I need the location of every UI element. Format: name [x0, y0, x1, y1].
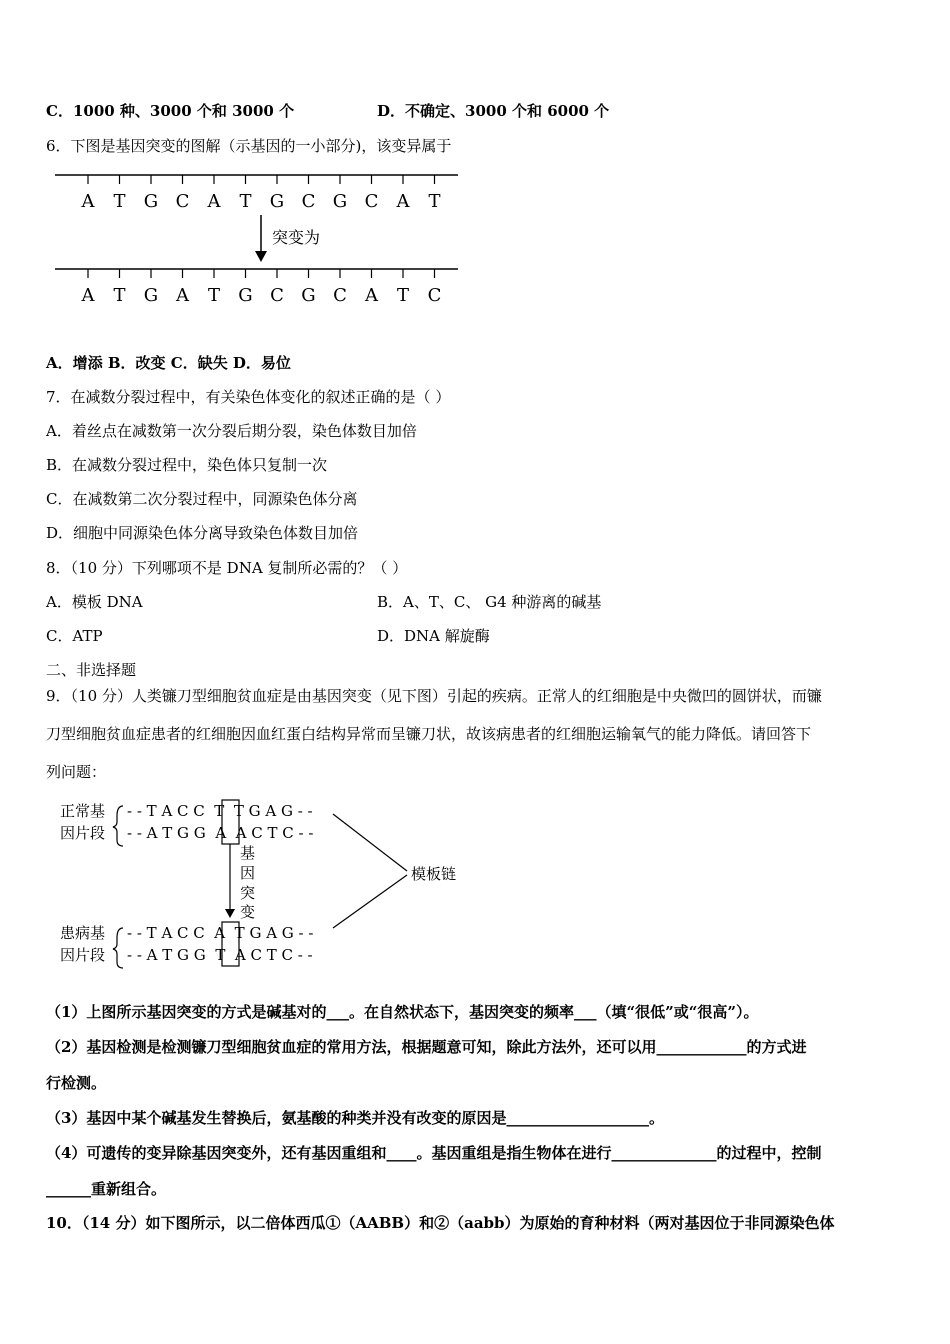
q6-bottom-base: C [270, 285, 284, 306]
q5-option-c: C．1000 种、3000 个和 3000 个 [46, 102, 295, 120]
q6-top-base: C [364, 191, 379, 212]
normal-gene-label-2: 因片段 [60, 824, 106, 842]
q6-arrow-label: 突变为 [272, 228, 321, 247]
q5-option-d: D．不确定、3000 个和 6000 个 [377, 102, 610, 120]
q7-option-a: A．着丝点在减数第一次分裂后期分裂，染色体数目加倍 [46, 422, 417, 440]
q6-top-base: A [81, 191, 95, 212]
patient-top-strand: - - T A C C A T G A G - - [127, 924, 314, 942]
q9-arrow-label-1: 基 [240, 844, 256, 862]
template-pointer-upper [333, 814, 407, 871]
q8-option-a: A．模板 DNA [46, 593, 143, 611]
q6-bottom-base: C [427, 285, 442, 306]
q6-mutation-figure [50, 165, 470, 315]
normal-bottom-strand: - - A T G G A A C T C - - [127, 824, 314, 842]
q6-top-base: G [269, 191, 285, 212]
patient-brace [113, 928, 123, 968]
q9-part2-line1: （2）基因检测是检测镰刀型细胞贫血症的常用方法，根据题意可知，除此方法外，还可以用____________的方式进 [46, 1038, 807, 1056]
q6-bottom-base: C [333, 285, 347, 306]
q8-option-c: C．ATP [46, 627, 103, 645]
q6-top-base: T [113, 191, 126, 212]
q6-bottom-base: G [238, 285, 253, 306]
q9-sickle-cell-figure [55, 796, 475, 971]
q9-stem-line3: 列问题： [46, 763, 107, 781]
q7-option-d: D．细胞中同源染色体分离导致染色体数目加倍 [46, 524, 359, 542]
q6-stem: 6．下图是基因突变的图解（示基因的一小部分)，该变异属于 [46, 137, 452, 155]
normal-brace [113, 806, 123, 846]
patient-gene-label-1: 患病基 [60, 924, 106, 942]
q7-option-b: B．在减数分裂过程中，染色体只复制一次 [46, 456, 328, 474]
patient-gene-label-2: 因片段 [60, 946, 106, 964]
q6-bottom-base: A [81, 285, 95, 306]
q6-top-base: A [396, 191, 410, 212]
q7-stem: 7．在减数分裂过程中，有关染色体变化的叙述正确的是（ ） [46, 388, 451, 406]
q6-top-base: C [175, 191, 190, 212]
q6-arrow-head [255, 251, 267, 262]
q9-arrow-label-2: 因 [240, 864, 256, 882]
q6-bottom-base: T [113, 285, 126, 306]
q9-part2-line2: 行检测。 [46, 1074, 107, 1092]
q6-top-base: G [143, 191, 159, 212]
template-pointer-lower [333, 875, 407, 928]
q8-option-b: B．A、T、C、 G4 种游离的碱基 [377, 593, 602, 611]
q6-top-base: A [207, 191, 221, 212]
q8-option-d: D．DNA 解旋酶 [377, 627, 490, 645]
q6-bottom-base: A [176, 285, 189, 306]
q6-top-base: G [332, 191, 348, 212]
section-title: 二、非选择题 [46, 661, 137, 679]
q6-bottom-base: A [365, 285, 378, 306]
q9-stem-line2: 刀型细胞贫血症患者的红细胞因血红蛋白结构异常而呈镰刀状，故该病患者的红细胞运输氧气的能力降低。请回答下 [46, 725, 812, 743]
q6-bottom-base: T [396, 285, 410, 306]
q6-bottom-base: G [143, 285, 159, 306]
q9-part3: （3）基因中某个碱基发生替换后，氨基酸的种类并没有改变的原因是___________________。 [46, 1109, 664, 1127]
q10-stem: 10．（14 分）如下图所示，以二倍体西瓜①（AABB）和②（aabb）为原始的育种材料（两对基因位于非同源染色体 [46, 1214, 835, 1232]
q6-bottom-base: G [301, 285, 316, 306]
q6-options: A．增添 B．改变 C．缺失 D．易位 [46, 354, 291, 372]
normal-gene-label-1: 正常基 [60, 802, 106, 820]
q6-top-base: T [428, 191, 441, 212]
q9-stem-line1: 9．（10 分）人类镰刀型细胞贫血症是由基因突变（见下图）引起的疾病。正常人的红细胞是中央微凹的圆饼状，而镰 [46, 687, 822, 705]
q9-arrow-label-4: 变 [240, 903, 256, 921]
q9-arrow-head [225, 909, 235, 918]
q7-option-c: C．在减数第二次分裂过程中，同源染色体分离 [46, 490, 358, 508]
normal-top-strand: - - T A C C T T G A G - - [127, 802, 313, 820]
q6-top-base: T [239, 191, 252, 212]
q8-stem: 8．（10 分）下列哪项不是 DNA 复制所必需的？（ ） [46, 559, 408, 577]
template-strand-label: 模板链 [411, 865, 457, 883]
patient-bottom-strand: - - A T G G T A C T C - - [127, 946, 313, 964]
q6-bottom-base: T [207, 285, 221, 306]
q6-top-base: C [301, 191, 316, 212]
q9-arrow-label-3: 突 [240, 884, 256, 902]
q9-part4-line1: （4）可遗传的变异除基因突变外，还有基因重组和____。基因重组是指生物体在进行______________的过程中，控制 [46, 1144, 822, 1162]
q9-part4-line2: ______重新组合。 [46, 1180, 167, 1198]
q9-part1: （1）上图所示基因突变的方式是碱基对的___。在自然状态下，基因突变的频率___（填“很低”或“很高”）。 [46, 1003, 759, 1021]
